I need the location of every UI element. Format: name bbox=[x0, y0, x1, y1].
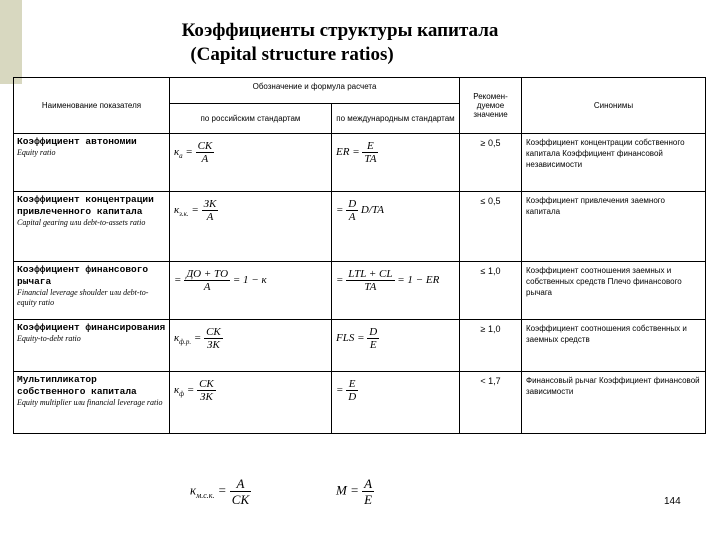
header-name: Наименование показателя bbox=[14, 78, 170, 134]
recommended-value: ≤ 0,5 bbox=[460, 192, 522, 262]
formula-russian: $к_ф$ = $\frac{СК}{ЗК}$ bbox=[170, 372, 332, 434]
formula-intl: ER = $\frac{E}{TA}$ bbox=[332, 134, 460, 192]
table-row bbox=[14, 320, 706, 372]
header-formula: Обозначение и формула расчета bbox=[170, 78, 460, 104]
indicator-name: Коэффициент финансового рычага Financial leverage shoulder или debt-to-equity ratio bbox=[14, 262, 170, 320]
recommended-value: < 1,7 bbox=[460, 372, 522, 434]
header-intl: по международным стандартам bbox=[332, 104, 460, 134]
synonyms: Коэффициент соотношения собственных и заемных средств bbox=[522, 320, 706, 372]
synonyms: Финансовый рычаг Коэффициент финансовой зависимости bbox=[522, 372, 706, 434]
synonyms: Коэффициент концентрации собственного капитала Коэффициент финансовой независимости bbox=[522, 134, 706, 192]
indicator-name: Мультипликатор собственного капитала Equity multiplier или financial leverage ratio bbox=[14, 372, 170, 434]
header-syn: Синонимы bbox=[522, 78, 706, 134]
synonyms: Коэффициент соотношения заемных и собственных средств Плечо финансового рычага bbox=[522, 262, 706, 320]
indicator-name: Коэффициент автономии Equity ratio bbox=[14, 134, 170, 192]
formula-intl: FLS = $\frac{D}{E}$ bbox=[332, 320, 460, 372]
table-row bbox=[14, 372, 706, 434]
synonyms: Коэффициент привлечения заемного капитала bbox=[522, 192, 706, 262]
ratios-table bbox=[13, 77, 706, 434]
title-ru: Коэффициенты структуры капитала bbox=[181, 20, 499, 41]
header-russian: по российским стандартам bbox=[170, 104, 332, 134]
formula-intl: = $\frac{D}{A}$ D/TA bbox=[332, 192, 460, 262]
table-row bbox=[14, 192, 706, 262]
recommended-value: ≤ 1,0 bbox=[460, 262, 522, 320]
indicator-name: Коэффициент концентрации привлеченного капитала Capital gearing или debt-to-assets ratio bbox=[14, 192, 170, 262]
bottom-formula-ru: $к_{м.с.к.}$ = $\frac{А}{СК}$ bbox=[190, 476, 250, 507]
formula-russian: $к_{ф.р.}$ = $\frac{СК}{ЗК}$ bbox=[170, 320, 332, 372]
formula-intl: = $\frac{E}{D}$ bbox=[332, 372, 460, 434]
header-rec: Рекомен-дуемое значение bbox=[460, 78, 522, 134]
formula-russian: = $\frac{ДО + ТО}{А}$ = 1 − к bbox=[170, 262, 332, 320]
recommended-value: ≥ 0,5 bbox=[460, 134, 522, 192]
formula-russian: $к_{з.к.}$ = $\frac{ЗК}{А}$ bbox=[170, 192, 332, 262]
table-row bbox=[14, 262, 706, 320]
page-number: 144 bbox=[664, 496, 681, 507]
formula-intl: = $\frac{\text{LTL + CL}}{TA}$ = 1 − ER bbox=[332, 262, 460, 320]
table-row bbox=[14, 134, 706, 192]
recommended-value: ≥ 1,0 bbox=[460, 320, 522, 372]
indicator-name: Коэффициент финансирования Equity-to-debt ratio bbox=[14, 320, 170, 372]
decorative-strip bbox=[0, 0, 22, 84]
title-en: (Capital structure ratios) bbox=[190, 44, 394, 65]
bottom-formula-intl: M = $\frac{A}{E}$ bbox=[336, 476, 373, 507]
formula-russian: $к_а$ = $\frac{СК}{А}$ bbox=[170, 134, 332, 192]
